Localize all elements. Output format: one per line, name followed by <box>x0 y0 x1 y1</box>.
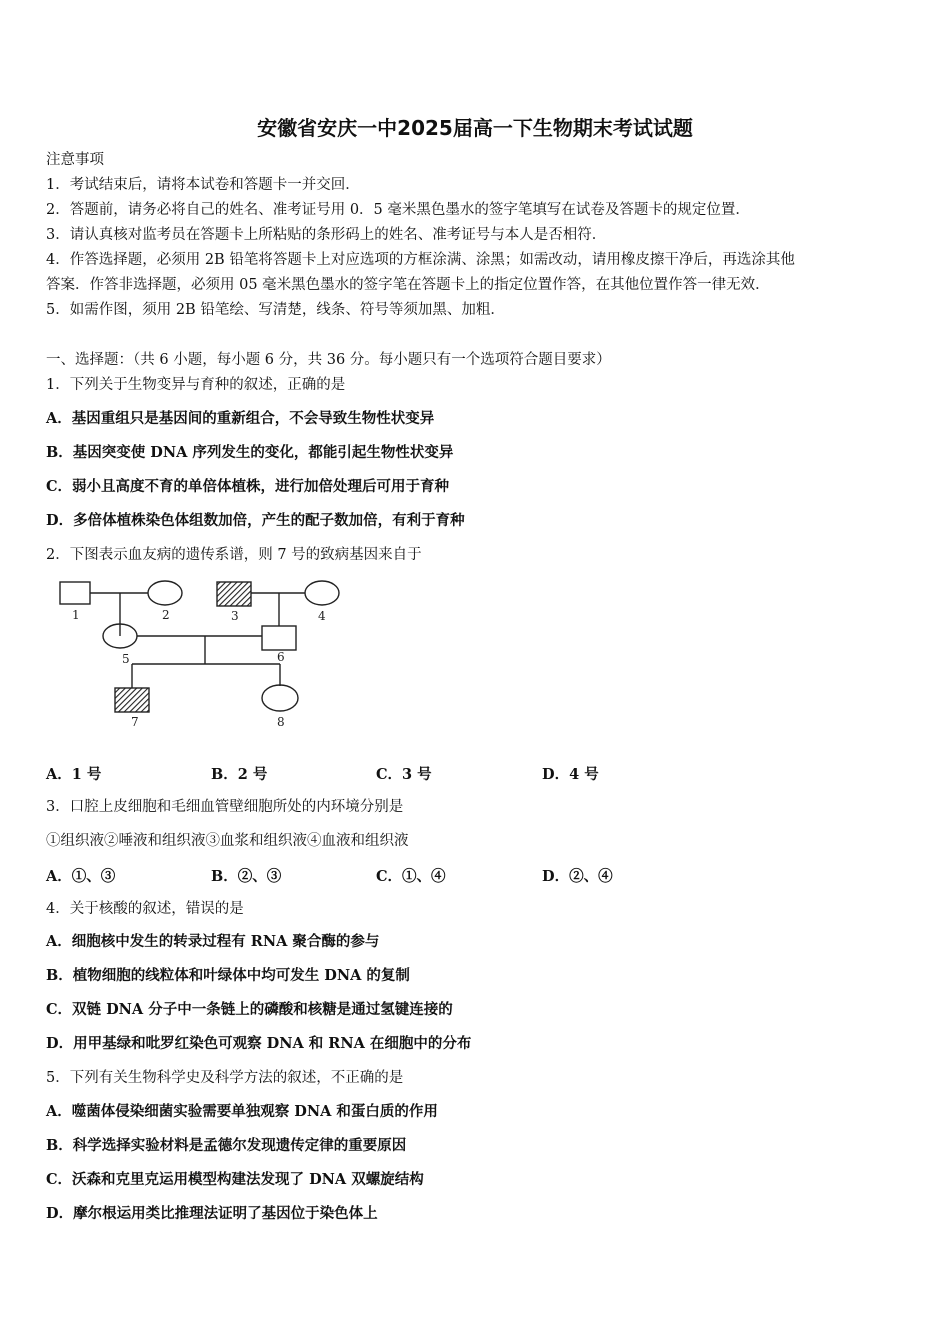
notice-item-3: 3．请认真核对监考员在答题卡上所粘贴的条形码上的姓名、准考证号与本人是否相符． <box>46 227 607 243</box>
q5-stem: 5．下列有关生物科学史及科学方法的叙述，不正确的是 <box>46 1070 404 1086</box>
q1-option-c: C．弱小且高度不育的单倍体植株，进行加倍处理后可用于育种 <box>46 478 450 495</box>
q4-option-c: C．双链 DNA 分子中一条链上的磷酸和核糖是通过氢键连接的 <box>46 1001 453 1018</box>
pedigree-label-5: 5 <box>122 652 130 666</box>
q3-stem: 3．口腔上皮细胞和毛细血管壁细胞所处的内环境分别是 <box>46 799 404 815</box>
q2-option-d: D．4 号 <box>542 766 599 783</box>
notice-item-4-cont: 答案．作答非选择题，必须用 05 毫米黑色墨水的签字笔在答题卡上的指定位置作答，在其他位置作答一律无效． <box>46 277 770 293</box>
q3-choices: ①组织液②唾液和组织液③血浆和组织液④血液和组织液 <box>46 833 409 849</box>
notice-item-5: 5．如需作图，须用 2B 铅笔绘、写清楚，线条、符号等须加黑、加粗． <box>46 302 505 318</box>
pedigree-chart <box>52 574 362 734</box>
q4-option-d: D．用甲基绿和吡罗红染色可观察 DNA 和 RNA 在细胞中的分布 <box>46 1035 472 1052</box>
notice-item-1: 1．考试结束后，请将本试卷和答题卡一并交回． <box>46 177 360 193</box>
pedigree-label-7: 7 <box>131 715 139 729</box>
q5-option-a: A．噬菌体侵染细菌实验需要单独观察 DNA 和蛋白质的作用 <box>46 1103 438 1120</box>
pedigree-label-6: 6 <box>277 650 285 664</box>
q2-stem: 2．下图表示血友病的遗传系谱，则 7 号的致病基因来自于 <box>46 547 422 563</box>
pedigree-label-4: 4 <box>318 609 326 623</box>
q3-option-c: C．①、④ <box>376 868 446 885</box>
q2-option-b: B．2 号 <box>211 766 268 783</box>
q1-option-d: D．多倍体植株染色体组数加倍，产生的配子数加倍，有利于育种 <box>46 512 465 529</box>
q1-option-a: A．基因重组只是基因间的重新组合，不会导致生物性状变异 <box>46 410 435 427</box>
pedigree-individual-6 <box>262 626 296 650</box>
notice-item-4: 4．作答选择题，必须用 2B 铅笔将答题卡上对应选项的方框涂满、涂黑；如需改动，请用橡皮擦干净后，再选涂其他 <box>46 252 795 268</box>
q4-stem: 4．关于核酸的叙述，错误的是 <box>46 901 244 917</box>
q3-option-a: A．①、③ <box>46 868 116 885</box>
pedigree-label-1: 1 <box>72 608 80 622</box>
q5-option-d: D．摩尔根运用类比推理法证明了基因位于染色体上 <box>46 1205 378 1222</box>
pedigree-label-8: 8 <box>277 715 285 729</box>
pedigree-label-2: 2 <box>162 608 170 622</box>
pedigree-individual-3-affected <box>217 582 251 606</box>
exam-title: 安徽省安庆一中2025届高一下生物期末考试试题 <box>257 116 693 140</box>
pedigree-individual-1 <box>60 582 90 604</box>
pedigree-individual-7-affected <box>115 688 149 712</box>
q3-option-b: B．②、③ <box>211 868 282 885</box>
pedigree-individual-4 <box>305 581 339 605</box>
q4-option-a: A．细胞核中发生的转录过程有 RNA 聚合酶的参与 <box>46 933 380 950</box>
q5-option-c: C．沃森和克里克运用模型构建法发现了 DNA 双螺旋结构 <box>46 1171 424 1188</box>
pedigree-individual-8 <box>262 685 298 711</box>
q5-option-b: B．科学选择实验材料是孟德尔发现遗传定律的重要原因 <box>46 1137 407 1154</box>
pedigree-individual-2 <box>148 581 182 605</box>
section-heading: 一、选择题：（共 6 小题，每小题 6 分，共 36 分。每小题只有一个选项符合题目要求） <box>46 352 611 368</box>
q3-option-d: D．②、④ <box>542 868 613 885</box>
notice-heading: 注意事项 <box>46 152 104 168</box>
q4-option-b: B．植物细胞的线粒体和叶绿体中均可发生 DNA 的复制 <box>46 967 410 984</box>
q2-option-c: C．3 号 <box>376 766 432 783</box>
pedigree-label-3: 3 <box>231 609 239 623</box>
q1-option-b: B．基因突变使 DNA 序列发生的变化，都能引起生物性状变异 <box>46 444 454 461</box>
notice-item-2: 2．答题前，请务必将自己的姓名、准考证号用 0．5 毫米黑色墨水的签字笔填写在试卷及答题卡的规定位置． <box>46 202 750 218</box>
q2-option-a: A．1 号 <box>46 766 102 783</box>
q1-stem: 1．下列关于生物变异与育种的叙述，正确的是 <box>46 377 346 393</box>
